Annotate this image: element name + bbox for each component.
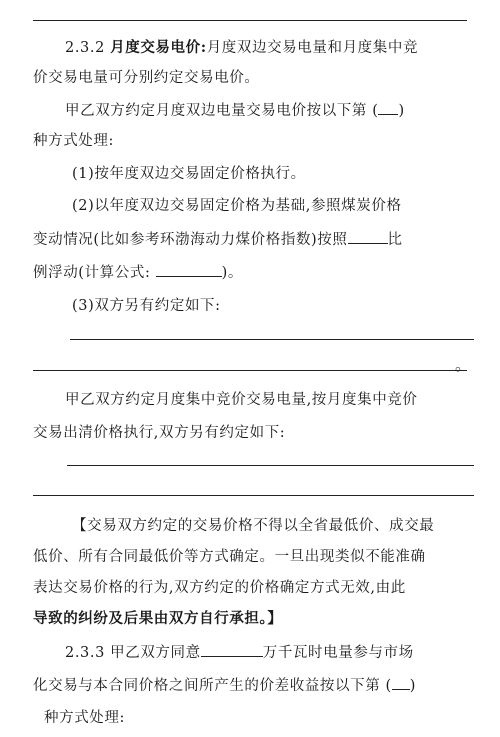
section-2-3-2-line-2: 价交易电量可分别约定交易电价。 bbox=[33, 70, 260, 86]
section-number: 2.3.3 bbox=[65, 645, 105, 661]
section-2-3-3-line-3: 种方式处理: bbox=[44, 710, 125, 726]
section-2-3-2-line-1 bbox=[65, 36, 418, 57]
option-2-line-1: (2)以年度双边交易固定价格为基础,参照煤炭价格 bbox=[72, 198, 402, 214]
section-2-3-3-line-2: 化交易与本合同价格之间所产生的价差收益按以下第 ( ) bbox=[33, 674, 416, 695]
section-number: 2.3.2 bbox=[65, 40, 105, 56]
fill-line-3[interactable] bbox=[67, 465, 474, 466]
section-text: 月度双边交易电量和月度集中竞 bbox=[206, 40, 419, 56]
option-2-line-3: 例浮动(计算公式: )。 bbox=[33, 261, 243, 282]
fill-line-2[interactable] bbox=[33, 370, 467, 371]
choice-blank[interactable] bbox=[378, 100, 398, 115]
formula-blank[interactable] bbox=[156, 262, 222, 277]
centralized-paragraph-line-1: 甲乙双方约定月度集中竞价交易电量,按月度集中竞价 bbox=[65, 392, 418, 408]
notice-line-4: 导致的纠纷及后果由双方自行承担。】 bbox=[33, 610, 283, 627]
choice-blank-2[interactable] bbox=[392, 675, 410, 690]
section-2-3-3-line-1: 2.3.3 甲乙双方同意 万千瓦时电量参与市场 bbox=[65, 641, 414, 662]
top-rule bbox=[33, 20, 467, 21]
centralized-paragraph-line-2: 交易出清价格执行,双方另有约定如下: bbox=[33, 425, 286, 441]
option-3: (3)双方另有约定如下: bbox=[72, 298, 221, 314]
notice-line-2: 低价、所有合同最低价等方式确定。一旦出现类似不能准确 bbox=[33, 549, 426, 565]
bilateral-paragraph-line-2: 种方式处理: bbox=[33, 133, 114, 149]
notice-line-1: 【交易双方约定的交易价格不得以全省最低价、成交最 bbox=[72, 518, 435, 534]
option-2-line-2: 变动情况(比如参考环渤海动力煤价格指数)按照 比 bbox=[33, 228, 403, 249]
notice-line-3: 表达交易价格的行为,双方约定的价格确定方式无效,由此 bbox=[33, 580, 406, 596]
volume-blank[interactable] bbox=[201, 642, 263, 657]
bilateral-paragraph-line-1: 甲乙双方约定月度双边电量交易电价按以下第 ( ) bbox=[65, 99, 405, 120]
section-title: 月度交易电价: bbox=[110, 39, 207, 56]
option-1: (1)按年度双边交易固定价格执行。 bbox=[72, 166, 306, 182]
bilateral-text: 甲乙双方约定月度双边电量交易电价按以下第 bbox=[65, 103, 367, 119]
fill-line-1[interactable] bbox=[70, 339, 474, 340]
ratio-blank[interactable] bbox=[348, 229, 388, 244]
fill-period: 。 bbox=[455, 355, 472, 374]
fill-line-4[interactable] bbox=[33, 495, 474, 496]
